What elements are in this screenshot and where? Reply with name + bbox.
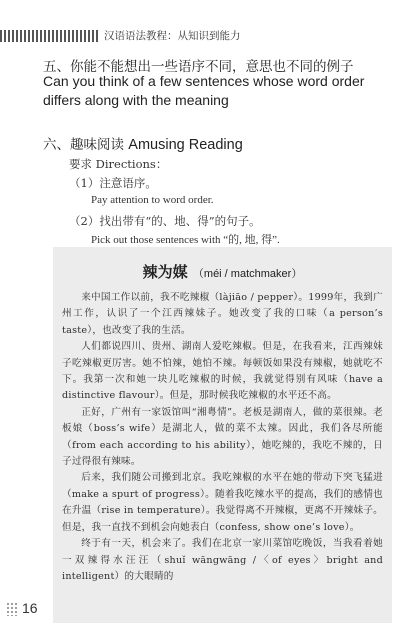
running-header bbox=[0, 30, 414, 42]
footer-dot-decoration bbox=[6, 602, 18, 616]
section-6-title-en: Amusing Reading bbox=[128, 137, 243, 153]
requirements-label: 要求 Directions： bbox=[69, 157, 168, 171]
section-5-title: 五、你能不能想出一些语序不同，意思也不同的例子 bbox=[43, 59, 354, 75]
requirement-1-zh: （1）注意语序。 bbox=[69, 176, 157, 190]
story-paragraph: 后来，我们随公司搬到北京。我吃辣椒的水平在她的带动下突飞猛进（make a spurt of progress）。随着我吃辣水平的提高，我们的感情也在升温（rise in temperature）。我觉得离不开辣椒，更离不开辣妹子。但是，我一直找不到机会向她表白（confess, show one’s love）。 bbox=[62, 472, 384, 533]
requirement-2-en: Pick out those sentences with “的, 地, 得”. bbox=[91, 234, 280, 246]
story-paragraph: 终于有一天，机会来了。我们在北京一家川菜馆吃晚饭，当我看着她一双辣得水汪汪（shuǐ wāngwāng /〈of eyes〉bright and intelligent）的大眼睛的 bbox=[62, 538, 383, 582]
page-number: 16 bbox=[22, 600, 38, 616]
section-5-title-en: Can you think of a few sentences whose word order differs along with the meaning bbox=[43, 73, 365, 108]
requirement-1-en: Pay attention to word order. bbox=[91, 194, 214, 206]
story-text bbox=[62, 290, 383, 585]
story-title-pinyin: （méi / matchmaker） bbox=[192, 268, 303, 280]
story-title bbox=[53, 261, 392, 282]
section-6-title-zh: 六、趣味阅读 bbox=[43, 137, 124, 153]
section-6-title bbox=[43, 133, 243, 153]
requirement-2-zh: （2）找出带有“的、地、得”的句子。 bbox=[69, 214, 261, 228]
header-stripe-decoration bbox=[0, 30, 98, 42]
story-paragraph: 来中国工作以前，我不吃辣椒（làjiāo / pepper）。1999年，我到广州工作，认识了一个江西辣妹子。她改变了我的口味（a person’s taste），也改变了我的生活。 bbox=[62, 292, 383, 336]
book-title: 汉语语法教程：从知识到能力 bbox=[100, 28, 245, 44]
amusing-reading-box bbox=[53, 247, 392, 623]
story-title-zh: 辣为媒 bbox=[142, 263, 188, 281]
story-paragraph: 正好，广州有一家饭馆叫“湘粤情”。老板是湖南人，做的菜很辣。老板娘（boss’s wife）是湖北人，做的菜不太辣。因此，我们各尽所能（from each according to his ability），她吃辣的，我吃不辣的，日子过得很有辣味。 bbox=[62, 406, 383, 468]
story-paragraph: 人们都说四川、贵州、湖南人爱吃辣椒。但是，在我看来，江西辣妹子吃辣椒更厉害。她不怕辣，她怕不辣。每顿饭如果没有辣椒，她就吃不下。我第一次和她一块儿吃辣椒的时候，我就觉得别有风味（have a distinctive flavour）。但是，那时候我吃辣椒的水平还不高。 bbox=[62, 341, 383, 402]
